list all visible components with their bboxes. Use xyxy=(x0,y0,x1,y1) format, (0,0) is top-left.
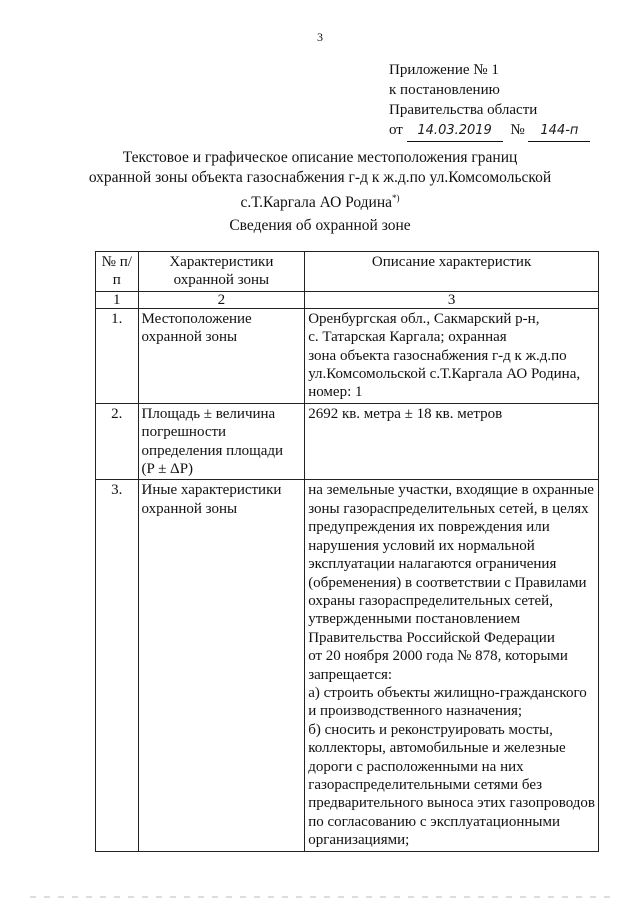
desc-line: 2692 кв. метра ± 18 кв. метров xyxy=(308,405,503,422)
header-description xyxy=(305,252,599,292)
desc-line: охраны газораспределительных сетей, xyxy=(308,592,553,609)
row-description xyxy=(305,480,599,851)
scan-artifact-divider xyxy=(30,896,610,898)
desc-line: а) строить объекты жилищно-гражданского xyxy=(308,684,587,701)
table-row xyxy=(96,403,599,480)
header-num-line-1: № xyxy=(101,254,116,270)
column-number-3: 3 xyxy=(305,291,599,308)
desc-line: зоны газораспределительных сетей, в целях xyxy=(308,500,589,517)
desc-line: предупреждения их повреждения или xyxy=(308,519,550,536)
desc-line: б) сносить и реконструировать мосты, xyxy=(308,721,553,738)
protection-zone-table xyxy=(95,251,599,852)
table-row xyxy=(96,480,599,851)
desc-line: Правительства Российской Федерации xyxy=(308,629,555,646)
row-characteristic xyxy=(138,480,305,851)
char-line: погрешности xyxy=(141,424,227,441)
row-number: 1. xyxy=(96,308,139,403)
desc-line: ул.Комсомольской с.Т.Каргала АО Родина, xyxy=(308,366,581,383)
column-number-row xyxy=(96,291,599,308)
desc-line: от 20 ноября 2000 года № 878, которыми xyxy=(308,648,568,665)
desc-line: нарушения условий их нормальной xyxy=(308,537,535,554)
row-description xyxy=(305,308,599,403)
title-line-3 xyxy=(60,188,580,213)
desc-line: газораспределительными сетями без xyxy=(308,776,543,793)
header-characteristics xyxy=(138,252,305,292)
desc-line: эксплуатации налагаются ограничения xyxy=(308,556,557,573)
title-line-3-text: с.Т.Каргала АО Родина xyxy=(240,194,393,212)
desc-line: зона объекта газоснабжения г-д к ж.д.по xyxy=(308,347,567,364)
desc-line: с. Татарская Каргала; охранная xyxy=(308,329,507,346)
handwritten-date: 14.03.2019 xyxy=(407,121,503,142)
column-number-2: 2 xyxy=(138,291,305,308)
desc-line: Оренбургская обл., Сакмарский р-н, xyxy=(308,310,540,327)
char-line: Иные характеристики xyxy=(141,482,282,499)
desc-line: предварительного выноса этих газопроводов xyxy=(308,795,595,812)
section-subtitle: Сведения об охранной зоне xyxy=(229,217,411,234)
footnote-mark: *) xyxy=(392,193,400,203)
document-title xyxy=(60,148,580,213)
header-num-line-2: п/п xyxy=(112,254,132,289)
desc-line: организациями; xyxy=(308,832,410,849)
char-line: Местоположение xyxy=(141,310,252,327)
header-char-line-1: Характеристики xyxy=(169,254,274,270)
desc-line: и производственного назначения; xyxy=(308,703,523,720)
header-desc-text: Описание характеристик xyxy=(371,254,532,270)
appendix-date-number-row xyxy=(389,120,619,142)
title-line-2: охранной зоны объекта газоснабжения г-д к ж.д.по ул.Комсомольской xyxy=(88,169,552,186)
char-line: охранной зоны xyxy=(141,500,238,517)
char-line: охранной зоны xyxy=(141,329,238,346)
desc-line: (обременения) в соответствии с Правилами xyxy=(308,574,587,591)
char-line: (P ± ΔP) xyxy=(141,461,194,478)
column-number-1: 1 xyxy=(96,291,139,308)
char-line: Площадь ± величина xyxy=(141,405,276,422)
row-number: 2. xyxy=(96,403,139,480)
appendix-line-1: Приложение № 1 xyxy=(389,62,499,78)
desc-line: на земельные участки, входящие в охранные xyxy=(308,482,594,499)
header-num xyxy=(96,252,139,292)
title-line-1: Текстовое и графическое описание местоположения границ xyxy=(122,149,518,166)
appendix-line-3: Правительства области xyxy=(389,102,538,118)
desc-line: дороги с расположенными на них xyxy=(308,758,524,775)
row-characteristic xyxy=(138,403,305,480)
row-description xyxy=(305,403,599,480)
number-label: № xyxy=(510,122,525,138)
handwritten-number: 144-п xyxy=(528,121,590,142)
desc-line: коллекторы, автомобильные и железные xyxy=(308,740,566,757)
desc-line: запрещается: xyxy=(308,666,393,683)
row-number: 3. xyxy=(96,480,139,851)
table-header-row xyxy=(96,252,599,292)
row-characteristic xyxy=(138,308,305,403)
desc-line: номер: 1 xyxy=(308,384,363,401)
from-label: от xyxy=(389,122,403,138)
appendix-block xyxy=(389,60,619,142)
desc-line: утвержденными постановлением xyxy=(308,611,521,628)
desc-line: по согласованию с эксплуатационными xyxy=(308,813,560,830)
header-char-line-2: охранной зоны xyxy=(173,272,270,289)
char-line: определения площади xyxy=(141,442,284,459)
page-number: 3 xyxy=(317,30,323,44)
table-row xyxy=(96,308,599,403)
appendix-line-2: к постановлению xyxy=(389,82,500,98)
